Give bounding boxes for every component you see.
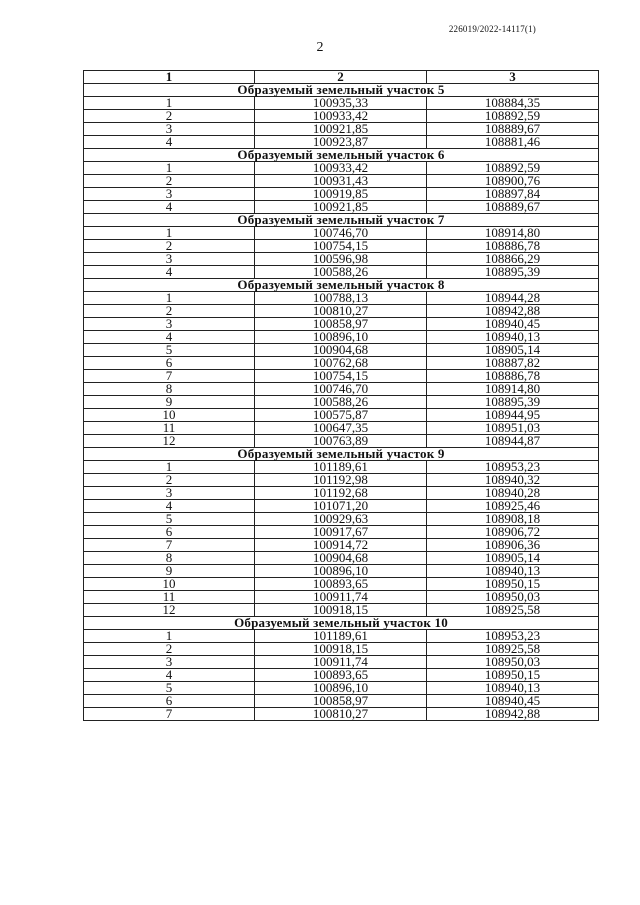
y-coordinate-cell: 108950,15 <box>427 669 599 682</box>
point-number-cell: 3 <box>84 487 255 500</box>
point-number-cell: 3 <box>84 656 255 669</box>
y-coordinate-cell: 108944,28 <box>427 292 599 305</box>
y-coordinate-cell: 108908,18 <box>427 513 599 526</box>
y-coordinate-cell: 108940,28 <box>427 487 599 500</box>
x-coordinate-cell: 100647,35 <box>255 422 427 435</box>
point-number-cell: 7 <box>84 370 255 383</box>
point-number-cell: 2 <box>84 305 255 318</box>
y-coordinate-cell: 108925,58 <box>427 643 599 656</box>
header-cell-2: 2 <box>255 71 427 84</box>
point-number-cell: 6 <box>84 357 255 370</box>
y-coordinate-cell: 108887,82 <box>427 357 599 370</box>
x-coordinate-cell: 101189,61 <box>255 461 427 474</box>
y-coordinate-cell: 108897,84 <box>427 188 599 201</box>
point-number-cell: 2 <box>84 175 255 188</box>
y-coordinate-cell: 108906,72 <box>427 526 599 539</box>
x-coordinate-cell: 100921,85 <box>255 201 427 214</box>
section-title: Образуемый земельный участок 10 <box>84 617 599 630</box>
x-coordinate-cell: 100896,10 <box>255 331 427 344</box>
point-number-cell: 4 <box>84 201 255 214</box>
point-number-cell: 10 <box>84 578 255 591</box>
x-coordinate-cell: 100917,67 <box>255 526 427 539</box>
point-number-cell: 1 <box>84 292 255 305</box>
y-coordinate-cell: 108951,03 <box>427 422 599 435</box>
x-coordinate-cell: 100893,65 <box>255 669 427 682</box>
y-coordinate-cell: 108895,39 <box>427 396 599 409</box>
section-title: Образуемый земельный участок 8 <box>84 279 599 292</box>
x-coordinate-cell: 101071,20 <box>255 500 427 513</box>
point-number-cell: 1 <box>84 630 255 643</box>
point-number-cell: 9 <box>84 565 255 578</box>
x-coordinate-cell: 100904,68 <box>255 344 427 357</box>
y-coordinate-cell: 108953,23 <box>427 461 599 474</box>
point-number-cell: 3 <box>84 318 255 331</box>
point-number-cell: 9 <box>84 396 255 409</box>
x-coordinate-cell: 100893,65 <box>255 578 427 591</box>
y-coordinate-cell: 108944,95 <box>427 409 599 422</box>
point-number-cell: 5 <box>84 513 255 526</box>
x-coordinate-cell: 100921,85 <box>255 123 427 136</box>
x-coordinate-cell: 100933,42 <box>255 162 427 175</box>
table-row <box>84 708 599 721</box>
y-coordinate-cell: 108942,88 <box>427 305 599 318</box>
y-coordinate-cell: 108906,36 <box>427 539 599 552</box>
point-number-cell: 3 <box>84 253 255 266</box>
point-number-cell: 4 <box>84 266 255 279</box>
section-title: Образуемый земельный участок 5 <box>84 84 599 97</box>
x-coordinate-cell: 100762,68 <box>255 357 427 370</box>
y-coordinate-cell: 108940,45 <box>427 695 599 708</box>
y-coordinate-cell: 108940,13 <box>427 682 599 695</box>
table-body <box>84 84 599 721</box>
y-coordinate-cell: 108884,35 <box>427 97 599 110</box>
x-coordinate-cell: 100575,87 <box>255 409 427 422</box>
y-coordinate-cell: 108914,80 <box>427 227 599 240</box>
x-coordinate-cell: 101192,98 <box>255 474 427 487</box>
y-coordinate-cell: 108950,03 <box>427 656 599 669</box>
x-coordinate-cell: 100746,70 <box>255 383 427 396</box>
point-number-cell: 3 <box>84 188 255 201</box>
y-coordinate-cell: 108950,03 <box>427 591 599 604</box>
x-coordinate-cell: 100918,15 <box>255 604 427 617</box>
point-number-cell: 11 <box>84 591 255 604</box>
point-number-cell: 4 <box>84 136 255 149</box>
x-coordinate-cell: 100896,10 <box>255 565 427 578</box>
x-coordinate-cell: 100810,27 <box>255 708 427 721</box>
coordinates-table <box>83 70 599 721</box>
y-coordinate-cell: 108905,14 <box>427 552 599 565</box>
y-coordinate-cell: 108925,58 <box>427 604 599 617</box>
y-coordinate-cell: 108881,46 <box>427 136 599 149</box>
point-number-cell: 2 <box>84 643 255 656</box>
y-coordinate-cell: 108940,32 <box>427 474 599 487</box>
point-number-cell: 2 <box>84 110 255 123</box>
point-number-cell: 8 <box>84 552 255 565</box>
x-coordinate-cell: 100754,15 <box>255 240 427 253</box>
x-coordinate-cell: 100810,27 <box>255 305 427 318</box>
y-coordinate-cell: 108944,87 <box>427 435 599 448</box>
y-coordinate-cell: 108886,78 <box>427 240 599 253</box>
point-number-cell: 11 <box>84 422 255 435</box>
y-coordinate-cell: 108886,78 <box>427 370 599 383</box>
x-coordinate-cell: 100935,33 <box>255 97 427 110</box>
y-coordinate-cell: 108914,80 <box>427 383 599 396</box>
header-cell-3: 3 <box>427 71 599 84</box>
point-number-cell: 10 <box>84 409 255 422</box>
x-coordinate-cell: 100858,97 <box>255 695 427 708</box>
y-coordinate-cell: 108889,67 <box>427 201 599 214</box>
point-number-cell: 12 <box>84 435 255 448</box>
point-number-cell: 6 <box>84 526 255 539</box>
section-title: Образуемый земельный участок 9 <box>84 448 599 461</box>
x-coordinate-cell: 100746,70 <box>255 227 427 240</box>
section-title: Образуемый земельный участок 7 <box>84 214 599 227</box>
x-coordinate-cell: 100858,97 <box>255 318 427 331</box>
point-number-cell: 1 <box>84 227 255 240</box>
x-coordinate-cell: 100931,43 <box>255 175 427 188</box>
x-coordinate-cell: 100911,74 <box>255 656 427 669</box>
point-number-cell: 1 <box>84 461 255 474</box>
point-number-cell: 5 <box>84 682 255 695</box>
x-coordinate-cell: 100923,87 <box>255 136 427 149</box>
point-number-cell: 7 <box>84 539 255 552</box>
x-coordinate-cell: 100914,72 <box>255 539 427 552</box>
point-number-cell: 12 <box>84 604 255 617</box>
x-coordinate-cell: 100754,15 <box>255 370 427 383</box>
point-number-cell: 8 <box>84 383 255 396</box>
point-number-cell: 4 <box>84 669 255 682</box>
y-coordinate-cell: 108892,59 <box>427 110 599 123</box>
document-id: 226019/2022-14117(1) <box>448 24 536 34</box>
y-coordinate-cell: 108895,39 <box>427 266 599 279</box>
y-coordinate-cell: 108905,14 <box>427 344 599 357</box>
y-coordinate-cell: 108866,29 <box>427 253 599 266</box>
x-coordinate-cell: 100929,63 <box>255 513 427 526</box>
point-number-cell: 4 <box>84 331 255 344</box>
x-coordinate-cell: 100588,26 <box>255 266 427 279</box>
y-coordinate-cell: 108889,67 <box>427 123 599 136</box>
x-coordinate-cell: 101189,61 <box>255 630 427 643</box>
point-number-cell: 2 <box>84 240 255 253</box>
point-number-cell: 2 <box>84 474 255 487</box>
point-number-cell: 4 <box>84 500 255 513</box>
x-coordinate-cell: 100596,98 <box>255 253 427 266</box>
point-number-cell: 5 <box>84 344 255 357</box>
y-coordinate-cell: 108900,76 <box>427 175 599 188</box>
x-coordinate-cell: 100919,85 <box>255 188 427 201</box>
page-number: 2 <box>316 40 324 55</box>
x-coordinate-cell: 100918,15 <box>255 643 427 656</box>
y-coordinate-cell: 108892,59 <box>427 162 599 175</box>
header-cell-1: 1 <box>84 71 255 84</box>
x-coordinate-cell: 100911,74 <box>255 591 427 604</box>
y-coordinate-cell: 108940,45 <box>427 318 599 331</box>
section-title: Образуемый земельный участок 6 <box>84 149 599 162</box>
x-coordinate-cell: 100904,68 <box>255 552 427 565</box>
x-coordinate-cell: 100933,42 <box>255 110 427 123</box>
y-coordinate-cell: 108942,88 <box>427 708 599 721</box>
point-number-cell: 3 <box>84 123 255 136</box>
point-number-cell: 1 <box>84 97 255 110</box>
point-number-cell: 7 <box>84 708 255 721</box>
y-coordinate-cell: 108940,13 <box>427 565 599 578</box>
point-number-cell: 1 <box>84 162 255 175</box>
y-coordinate-cell: 108940,13 <box>427 331 599 344</box>
y-coordinate-cell: 108953,23 <box>427 630 599 643</box>
x-coordinate-cell: 100763,89 <box>255 435 427 448</box>
x-coordinate-cell: 100788,13 <box>255 292 427 305</box>
x-coordinate-cell: 100896,10 <box>255 682 427 695</box>
point-number-cell: 6 <box>84 695 255 708</box>
y-coordinate-cell: 108925,46 <box>427 500 599 513</box>
y-coordinate-cell: 108950,15 <box>427 578 599 591</box>
x-coordinate-cell: 101192,68 <box>255 487 427 500</box>
x-coordinate-cell: 100588,26 <box>255 396 427 409</box>
